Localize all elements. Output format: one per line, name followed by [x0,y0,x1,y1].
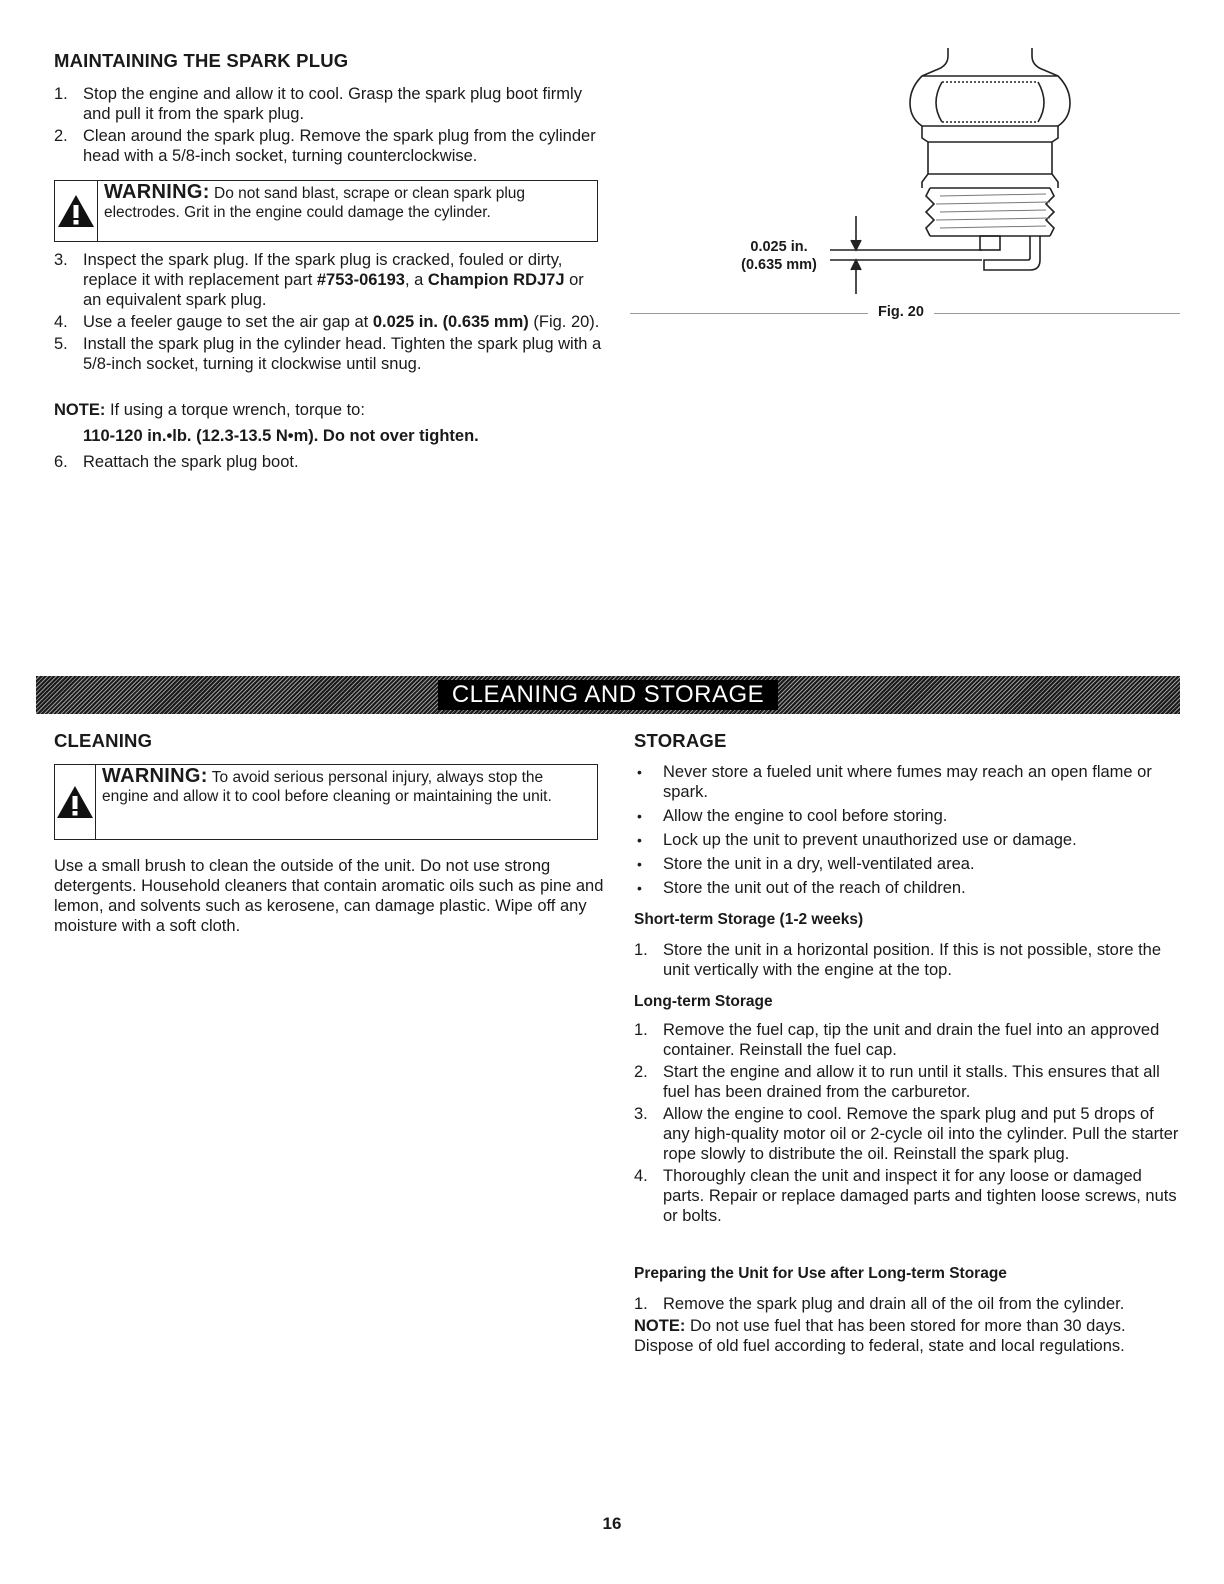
list-item: 1. Stop the engine and allow it to cool. Grasp the spark plug boot firmly and pull it from the spark plug. [54,85,582,123]
section-title-spark-plug: MAINTAINING THE SPARK PLUG [54,50,349,71]
subsection-title-after-storage: Preparing the Unit for Use after Long-term Storage [634,1265,1007,1282]
warning-box-spark-plug [54,180,598,242]
subsection-title-long-term: Long-term Storage [634,993,773,1010]
storage-bullets [634,762,1184,902]
warning-triangle-icon [55,181,98,241]
plug-brand: Champion RDJ7J [427,271,565,289]
torque-spec: 110-120 in.•lb. (12.3-13.5 N•m). Do not over tighten. [83,427,479,445]
section-title-cleaning: CLEANING [54,730,153,751]
list-item: 4. Thoroughly clean the unit and inspect it for any loose or damaged parts. Repair or replace damaged parts and tighten loose screws, nuts or bolts. [634,1167,1177,1225]
gap-dimension-label: 0.025 in. (0.635 mm) [741,239,817,273]
air-gap-value: 0.025 in. (0.635 mm) [372,313,529,331]
list-item: 4. Use a feeler gauge to set the air gap at 0.025 in. (0.635 mm) (Fig. 20). [54,313,600,331]
list-item: 3. Inspect the spark plug. If the spark plug is cracked, fouled or dirty, replace it with replacement part #753-06193, a Champion RDJ7J or an equivalent spark plug. [54,251,584,309]
section-banner [36,676,1180,714]
banner-title: CLEANING AND STORAGE [438,680,778,710]
page-number: 16 [602,1514,622,1533]
warning-triangle-icon [55,765,96,839]
list-item: • Store the unit in a dry, well-ventilated area. [637,855,975,873]
figure-caption: Fig. 20 [868,302,934,322]
subsection-title-short-term: Short-term Storage (1-2 weeks) [634,911,864,928]
long-term-steps [634,1020,1184,1228]
spark-plug-steps-a [54,84,604,168]
fuel-note: NOTE: Do not use fuel that has been stored for more than 30 days. Dispose of old fuel according to federal, state and local regulations. [634,1317,1126,1355]
warning-text: WARNING: To avoid serious personal injury, always stop the engine and allow it to cool before cleaning or maintaining the unit. [102,765,552,805]
note-label: NOTE: [634,1317,686,1335]
list-item: 5. Install the spark plug in the cylinder head. Tighten the spark plug with a 5/8-inch socket, turning it clockwise until snug. [54,335,602,373]
note-label: NOTE: [54,401,106,419]
section-title-storage: STORAGE [634,730,727,751]
list-item: • Never store a fueled unit where fumes may reach an open flame or spark. [637,763,1152,801]
list-item: • Store the unit out of the reach of children. [637,879,966,897]
spark-plug-steps-c [54,452,604,474]
warning-label: WARNING: [102,765,208,787]
list-item: 3. Allow the engine to cool. Remove the spark plug and put 5 drops of any high-quality motor oil or 2-cycle oil into the cylinder. Pull the starter rope slowly to distribute the oil. Reinstall the spark plug. [634,1105,1179,1163]
list-item: 2. Start the engine and allow it to run until it stalls. This ensures that all fuel has been drained from the carburetor. [634,1063,1160,1101]
list-item: 1. Store the unit in a horizontal position. If this is not possible, store the unit vertically with the engine at the top. [634,941,1162,979]
torque-note: NOTE: If using a torque wrench, torque to: 110-120 in.•lb. (12.3-13.5 N•m). Do not over tighten. [54,400,614,446]
warning-text: WARNING: Do not sand blast, scrape or clean spark plug electrodes. Grit in the engine could damage the cylinder. [103,181,526,221]
part-number: #753-06193 [316,271,405,289]
warning-label: WARNING: [103,181,210,203]
list-item: 1. Remove the spark plug and drain all of the oil from the cylinder. [634,1295,1125,1313]
list-item: • Lock up the unit to prevent unauthorized use or damage. [637,831,1077,849]
list-item: 6. Reattach the spark plug boot. [54,453,299,471]
list-item: 2. Clean around the spark plug. Remove the spark plug from the cylinder head with a 5/8-inch socket, turning counterclockwise. [54,127,596,165]
spark-plug-illustration [630,48,1180,328]
spark-plug-steps-b [54,250,604,376]
list-item: 1. Remove the fuel cap, tip the unit and drain the fuel into an approved container. Reinstall the fuel cap. [634,1021,1160,1059]
warning-box-cleaning [54,764,598,840]
short-term-steps [634,940,1184,982]
list-item: • Allow the engine to cool before storing. [637,807,948,825]
figure-spark-plug-gap [630,48,1180,328]
after-storage-steps [634,1294,1184,1316]
cleaning-body: Use a small brush to clean the outside of the unit. Do not use strong detergents. Household cleaners that contain aromatic oils such as pine and lemon, and solvents such as kerosene, can damage plastic. Wipe off any moisture with a soft cloth. [54,857,604,935]
